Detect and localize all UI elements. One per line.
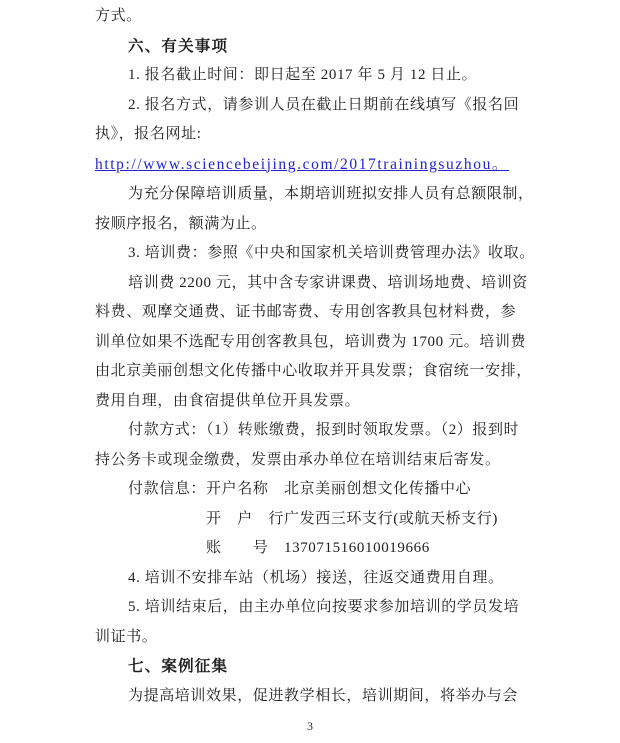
payment-row-account-number bbox=[95, 534, 532, 564]
text-line-item2-method: 2. 报名方式，请参训人员在截止日期前在线填写《报名回 bbox=[128, 96, 520, 113]
page-number: 3 bbox=[307, 719, 313, 733]
text-line-item4-transport: 4. 培训不安排车站（机场）接送，往返交通费用自理。 bbox=[128, 569, 504, 586]
text-line-quota-1: 为充分保障培训质量，本期培训班拟安排人员有总额限制， bbox=[128, 186, 534, 202]
text-line-fee-detail-2: 料费、观摩交通费、证书邮寄费、专用创客教具包材料费，参 bbox=[95, 304, 517, 320]
text-line-item5-certificate-1: 5. 培训结束后，由主办单位向按要求参加培训的学员发培 bbox=[128, 599, 520, 615]
text-line-case-collection: 为提高培训效果，促进教学相长，培训期间，将举办与会 bbox=[128, 687, 519, 704]
text-line-item3-fee: 3. 培训费：参照《中央和国家机关培训费管理办法》收取。 bbox=[128, 245, 535, 261]
text-line-pay-method-1: 付款方式：（1）转账缴费，报到时领取发票。（2）报到时 bbox=[128, 422, 520, 438]
payment-field-bank: 开 户 行 bbox=[206, 510, 285, 527]
payment-row-bank bbox=[95, 505, 532, 535]
text-line-item2-wrap: 执》，报名网址: bbox=[95, 126, 202, 142]
text-line-pay-method-2: 持公务卡或现金缴费，发票由承办单位在培训结束后寄发。 bbox=[95, 451, 501, 468]
payment-value-account-number: 137071516010019666 bbox=[284, 540, 430, 556]
section-heading-7: 七、案例征集 bbox=[128, 658, 229, 675]
registration-url-line bbox=[95, 150, 532, 181]
section-heading-6: 六、有关事项 bbox=[128, 37, 229, 55]
registration-url-link[interactable]: http://www.sciencebeijing.com/2017trainingsuzhou。 bbox=[95, 155, 510, 173]
payment-value-bank: 广发西三环支行(或航天桥支行) bbox=[284, 510, 498, 527]
text-line-fee-detail-1: 培训费 2200 元，其中含专家讲课费、培训场地费、培训资 bbox=[128, 274, 528, 291]
payment-value-account-name: 北京美丽创想文化传播中心 bbox=[284, 481, 472, 497]
text-line-fee-detail-4: 由北京美丽创想文化传播中心收取并开具发票；食宿统一安排， bbox=[95, 363, 532, 379]
text-line-intro-tail: 方式。 bbox=[95, 8, 142, 24]
text-line-item5-certificate-2: 训证书。 bbox=[95, 628, 158, 645]
text-line-fee-detail-3: 训单位如果不选配专用创客教具包，培训费为 1700 元。培训费 bbox=[95, 333, 527, 350]
payment-info-label: 付款信息： bbox=[128, 481, 207, 497]
text-line-quota-2: 按顺序报名，额满为止。 bbox=[95, 215, 267, 232]
text-line-item1-deadline: 1. 报名截止时间：即日起至 2017 年 5 月 12 日止。 bbox=[128, 67, 478, 83]
payment-row-account-name bbox=[95, 475, 532, 505]
payment-field-account-number: 账 号 bbox=[206, 540, 269, 556]
text-line-fee-detail-5: 费用自理，由食宿提供单位开具发票。 bbox=[95, 392, 361, 409]
payment-field-account-name: 开户名称 bbox=[206, 481, 269, 497]
